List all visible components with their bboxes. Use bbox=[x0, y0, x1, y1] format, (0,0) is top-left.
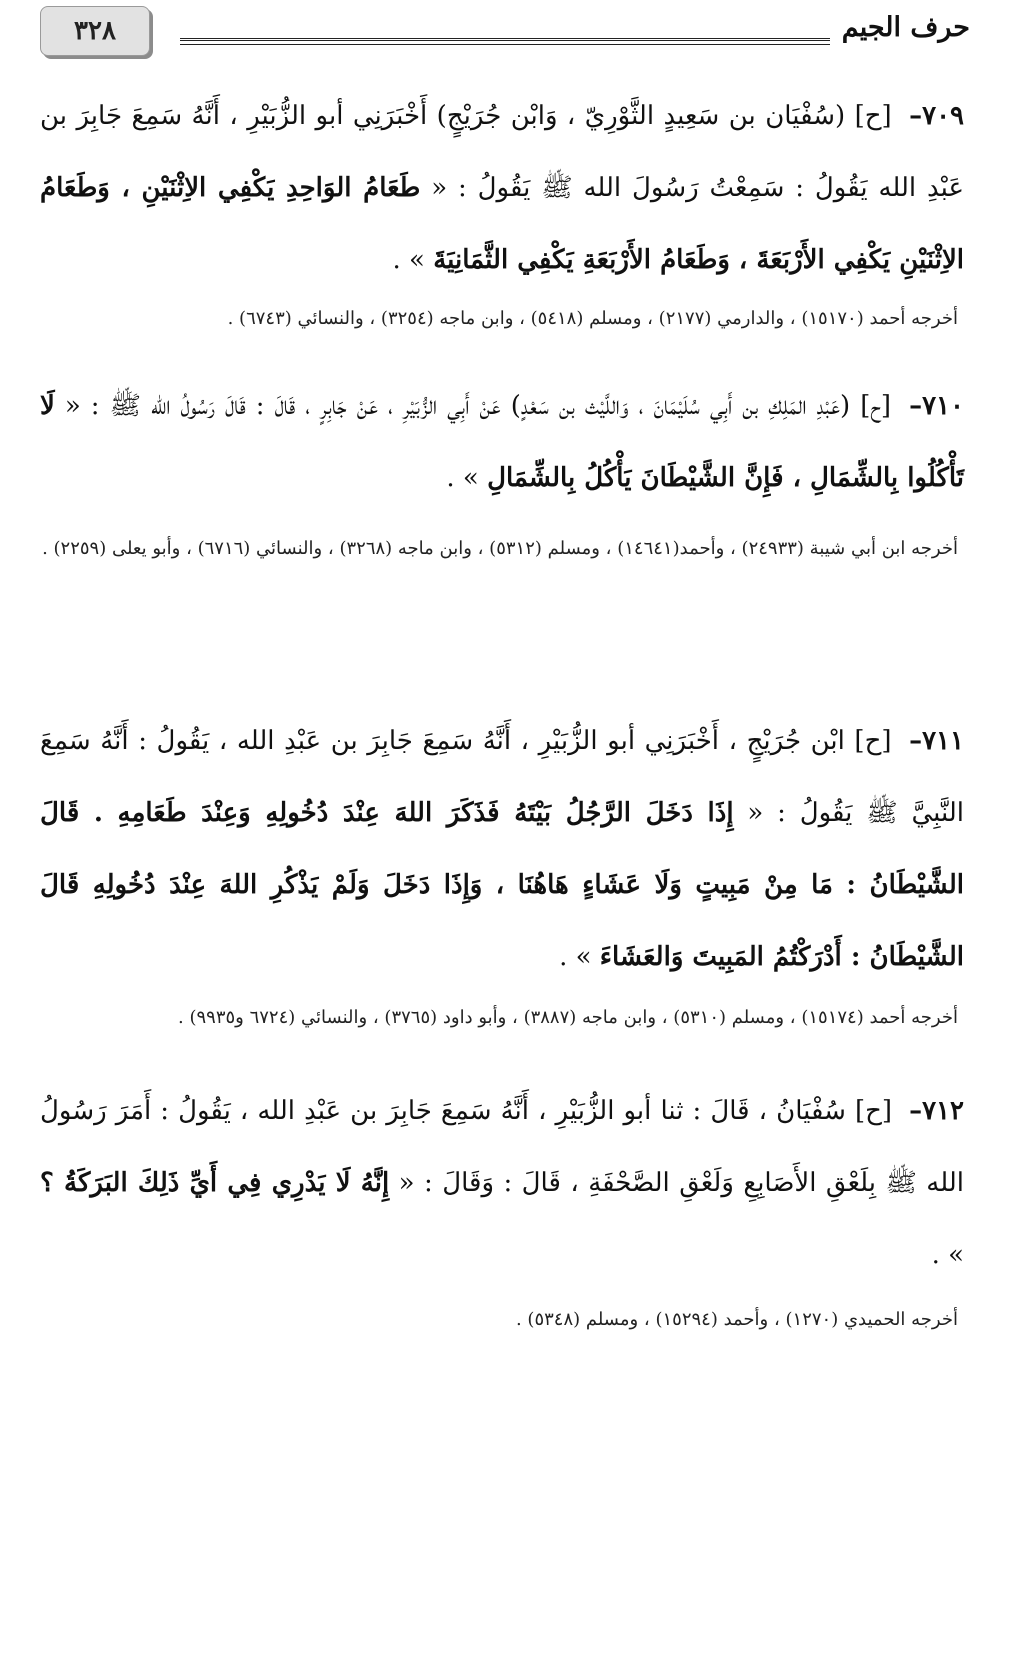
hadith-number: ٧٠٩– bbox=[909, 101, 965, 131]
hadith-isnad: [ح] سُفْيَانُ ، قَالَ : ثنا أبو الزُّبَيْرِ ، أَنَّهُ سَمِعَ جَابِرَ بن عَبْدِ الله ، يَقُولُ : أَمَرَ رَسُولُ الله ﷺ بِلَعْقِ الأَصَابِعِ وَلَعْقِ الصَّحْفَةِ ، قَالَ : وَقَالَ : « bbox=[40, 1096, 964, 1198]
hadith-takhrij: أخرجه أحمد (١٥١٧٠) ، والدارمي (٢١٧٧) ، ومسلم (٥٤١٨) ، وابن ماجه (٣٢٥٤) ، والنسائي (٦٧٤٣) . bbox=[227, 308, 958, 329]
hadith-entry bbox=[40, 705, 964, 1035]
hadith-number: ٧١٢– bbox=[909, 1096, 964, 1126]
hadith-number: ٧١٠– bbox=[909, 391, 964, 421]
hadith-text bbox=[40, 1075, 964, 1291]
hadith-matn: لَا تَأْكُلُوا بِالشِّمَالِ ، فَإِنَّ الشَّيْطَانَ يَأْكُلُ بِالشِّمَالِ bbox=[40, 391, 964, 493]
hadith-takhrij: أخرجه ابن أبي شيبة (٢٤٩٣٣) ، وأحمد(١٤٦٤١) ، ومسلم (٥٣١٢) ، وابن ماجه (٣٢٦٨) ، والنسائي (٦٧١٦) ، وأبو يعلى (٢٢٥٩) . bbox=[42, 538, 958, 559]
header-rule bbox=[180, 38, 830, 45]
running-header bbox=[40, 6, 970, 58]
hadith-takhrij: أخرجه أحمد (١٥١٧٤) ، ومسلم (٥٣١٠) ، وابن ماجه (٣٨٨٧) ، وأبو داود (٣٧٦٥) ، والنسائي (٦٧٢٤ و٩٩٣٥) . bbox=[178, 1007, 958, 1028]
hadith-text bbox=[40, 80, 964, 296]
hadith-matn: إِنَّهُ لَا يَدْرِي فِي أَيِّ ذَلِكَ البَرَكَةُ ؟ bbox=[40, 1168, 390, 1198]
hadith-closing: » . bbox=[446, 463, 479, 493]
hadith-text bbox=[40, 705, 964, 993]
hadith-isnad: [ح] (عَبْدِ المَلِكِ بن أَبِي سُلَيْمَانَ ، وَاللَّيْث بن سَعْدٍ) عَنْ أَبِي الزُّبَيْرِ ، عَنْ جَابِرٍ ، قَالَ : قَالَ رَسُولُ الله ﷺ : « bbox=[64, 391, 892, 421]
hadith-number: ٧١١– bbox=[909, 726, 964, 756]
hadith-takhrij: أخرجه الحميدي (١٢٧٠) ، وأحمد (١٥٢٩٤) ، ومسلم (٥٣٤٨) . bbox=[515, 1309, 958, 1330]
page-number: ٣٢٨ bbox=[74, 16, 116, 46]
hadith-entry bbox=[40, 80, 964, 336]
hadith-closing: » . bbox=[392, 245, 425, 275]
hadith-text bbox=[40, 370, 964, 514]
chapter-title: حرف الجيم bbox=[841, 12, 970, 43]
hadith-matn: طَعَامُ الوَاحِدِ يَكْفِي الاِثْنَيْنِ ، وَطَعَامُ الاِثْنَيْنِ يَكْفِي الأَرْبَعَةَ ، وَطَعَامُ الأَرْبَعَةِ يَكْفِي الثَّمَانِيَةَ bbox=[40, 173, 964, 275]
page-number-box bbox=[40, 6, 150, 56]
hadith-isnad: [ح] ابْن جُرَيْجٍ ، أَخْبَرَنِي أبو الزُّبَيْرِ ، أَنَّهُ سَمِعَ جَابِرَ بن عَبْدِ الله ، يَقُولُ : أَنَّهُ سَمِعَ النَّبِيَّ ﷺ يَقُولُ : « bbox=[40, 726, 964, 828]
hadith-isnad: [ح] (سُفْيَان بن سَعِيدٍ الثَّوْرِيّ ، وَابْن جُرَيْجٍ) أَخْبَرَنِي أبو الزُّبَيْرِ ، أَنَّهُ سَمِعَ جَابِرَ بن عَبْدِ الله يَقُولُ : سَمِعْتُ رَسُولَ الله ﷺ يَقُولُ : « bbox=[40, 101, 964, 203]
hadith-closing: » . bbox=[559, 942, 592, 972]
hadith-entry bbox=[40, 370, 964, 566]
hadith-closing: » . bbox=[931, 1240, 964, 1270]
hadith-entry bbox=[40, 1075, 964, 1337]
hadith-matn: إِذَا دَخَلَ الرَّجُلُ بَيْتَهُ فَذَكَرَ اللهَ عِنْدَ دُخُولِهِ وَعِنْدَ طَعَامِهِ . قَالَ الشَّيْطَانُ : مَا مِنْ مَبِيتٍ وَلَا عَشَاءٍ هَاهُنَا ، وَإِذَا دَخَلَ وَلَمْ يَذْكُرِ اللهَ عِنْدَ دُخُولِهِ قَالَ الشَّيْطَانُ : أَدْرَكْتُمُ المَبِيتَ وَالعَشَاءَ bbox=[40, 798, 964, 972]
